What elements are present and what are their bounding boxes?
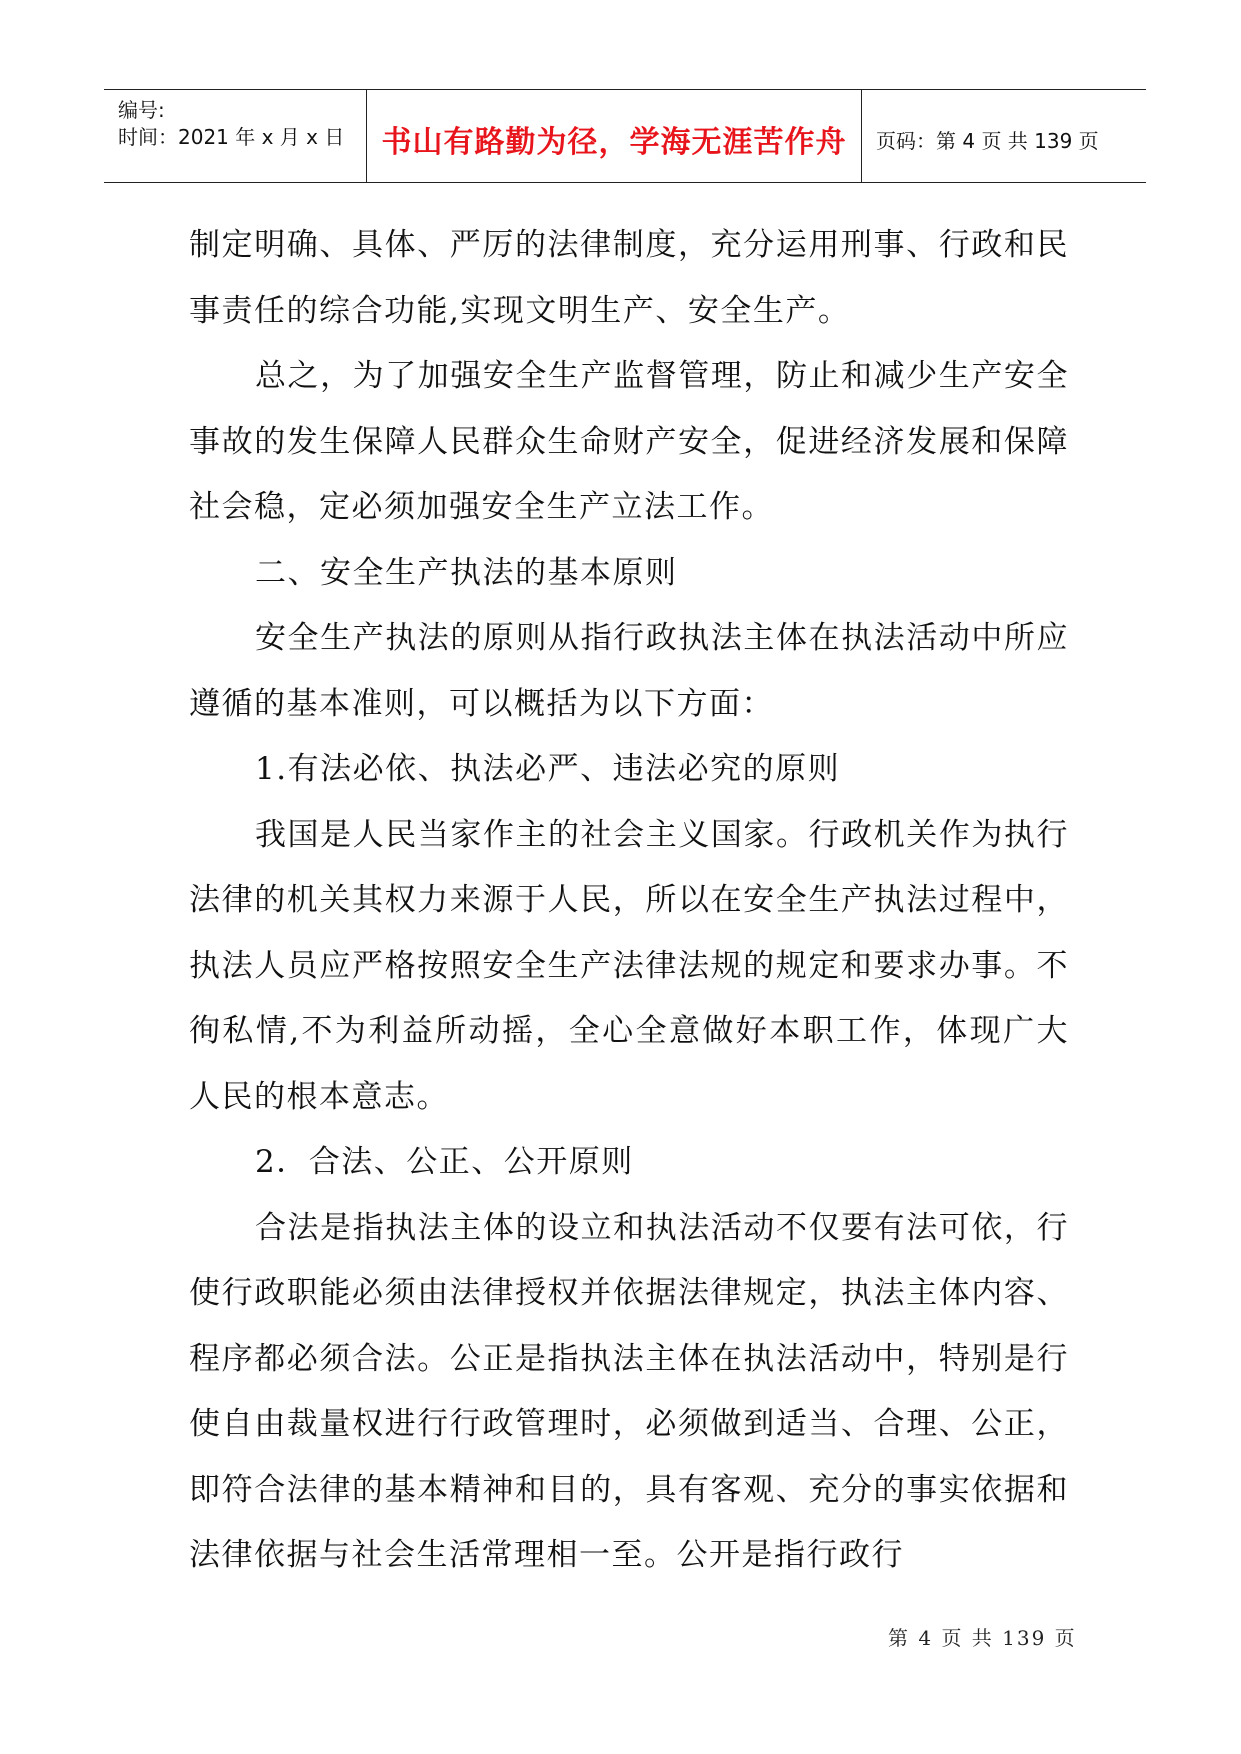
paragraph: 总之，为了加强安全生产监督管理，防止和减少生产安全事故的发生保障人民群众生命财产安全，促进经济发展和保障社会稳，定必须加强安全生产立法工作。	[189, 358, 1069, 525]
header-info-cell	[104, 90, 366, 182]
header-page-label: 页码：第 4 页 共 139 页	[876, 129, 1099, 153]
paragraph: 二、安全生产执法的基本原则	[255, 554, 678, 591]
paragraph: 2．合法、公正、公开原则	[255, 1144, 634, 1180]
paragraph: 我国是人民当家作主的社会主义国家。行政机关作为执行法律的机关其权力来源于人民，所以在安全生产执法过程中，执法人员应严格按照安全生产法律法规的规定和要求办事。不徇私情,不为利益所动摇，全心全意做好本职工作，体现广大人民的根本意志。	[189, 816, 1069, 1115]
paragraph: 安全生产执法的原则从指行政执法主体在执法活动中所应遵循的基本准则，可以概括为以下方面：	[189, 620, 1069, 722]
header-time-label: 时间：2021 年 x 月 x 日	[118, 125, 345, 149]
header-page-cell	[862, 90, 1146, 182]
paragraph: 制定明确、具体、严厉的法律制度，充分运用刑事、行政和民事责任的综合功能,实现文明生产、安全生产。	[189, 227, 1069, 329]
header-motto-cell	[366, 90, 862, 182]
document-header	[104, 89, 1146, 183]
header-number-label: 编号:	[118, 98, 165, 122]
document-body	[189, 213, 1069, 1589]
paragraph: 1.有法必依、执法必严、违法必究的原则	[255, 751, 841, 787]
page-footer: 第 4 页 共 139 页	[888, 1626, 1077, 1650]
paragraph: 合法是指执法主体的设立和执法活动不仅要有法可依，行使行政职能必须由法律授权并依据法律规定，执法主体内容、程序都必须合法。公正是指执法主体在执法活动中，特别是行使自由裁量权进行行政管理时，必须做到适当、合理、公正，即符合法律的基本精神和目的，具有客观、充分的事实依据和法律依据与社会生活常理相一至。公开是指行政行	[189, 1209, 1069, 1573]
header-motto: 书山有路勤为径，学海无涯苦作舟	[381, 125, 847, 160]
